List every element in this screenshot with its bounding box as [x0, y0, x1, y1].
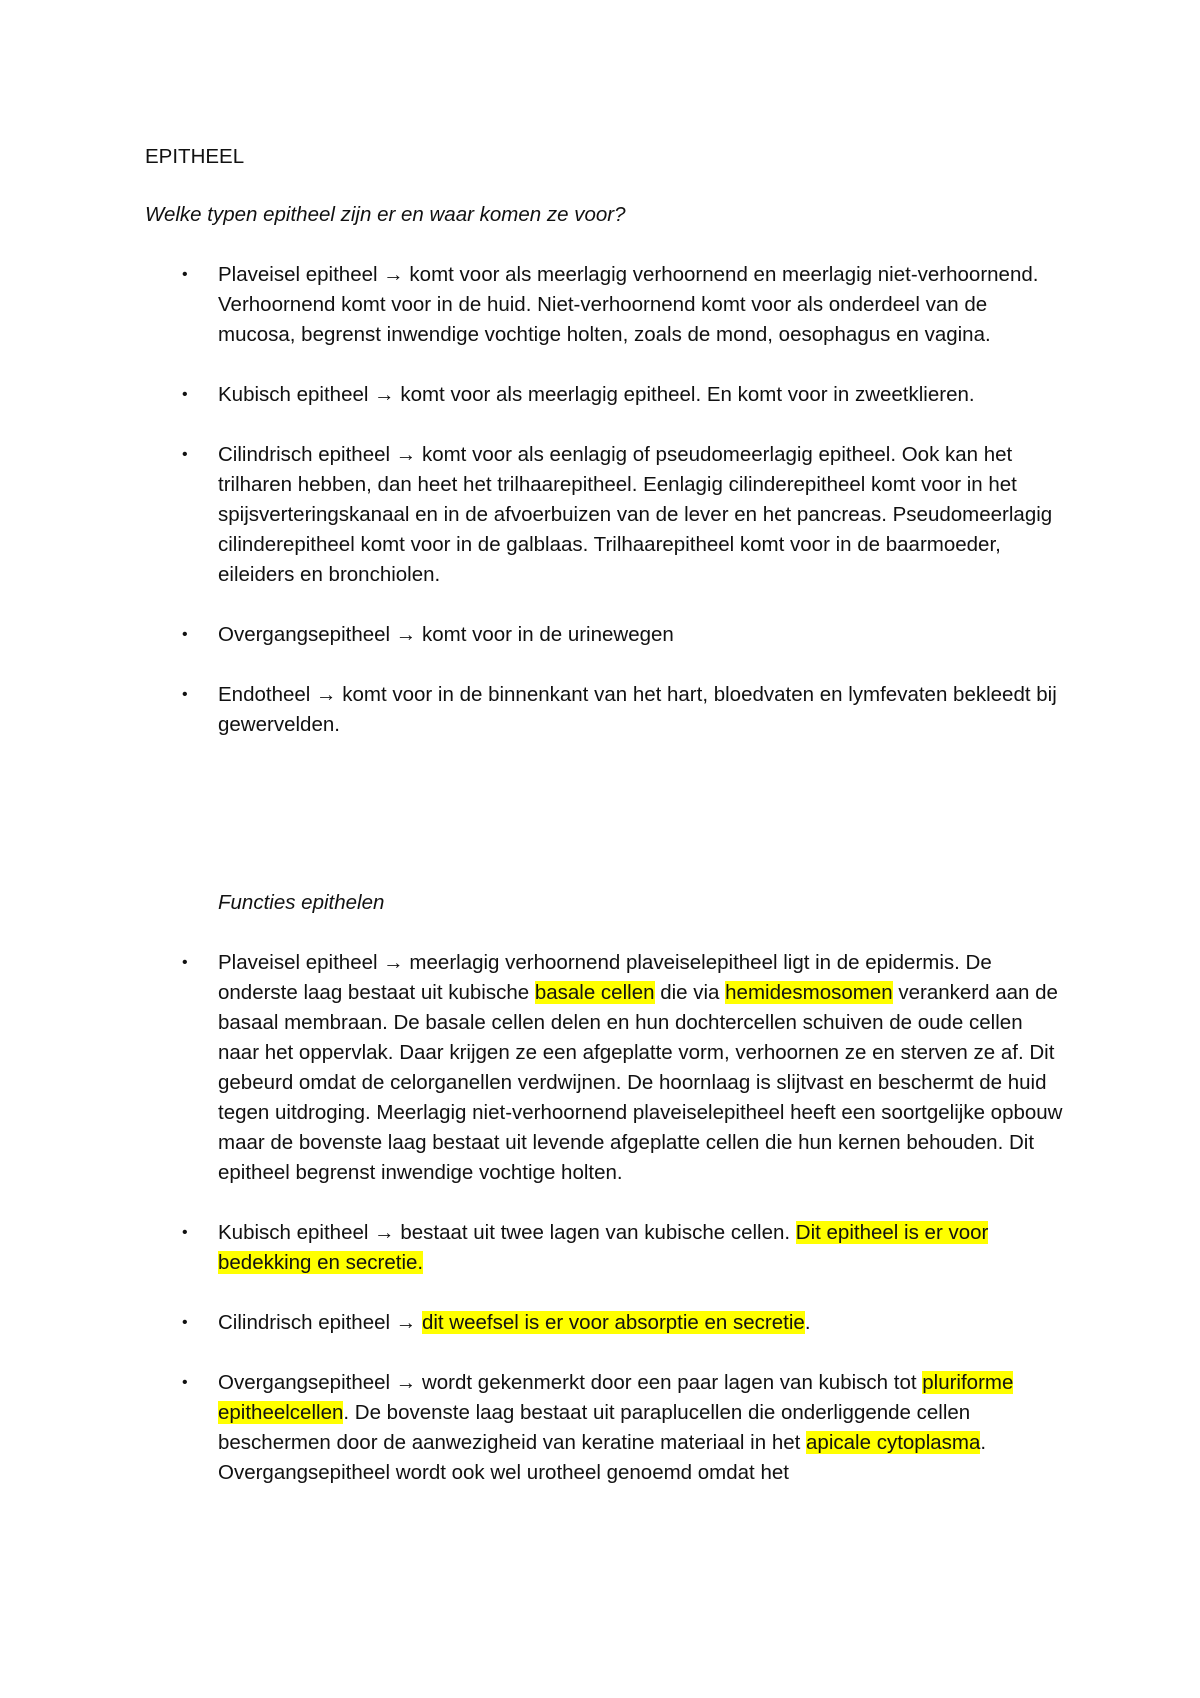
bullet-icon: •: [182, 1224, 188, 1241]
highlighted-text: basale cellen: [534, 981, 655, 1004]
bullet-icon: •: [182, 626, 188, 643]
list-item: [145, 380, 1065, 410]
highlighted-text: apicale cytoplasma: [806, 1431, 981, 1454]
bullet-icon: •: [182, 1374, 188, 1391]
list-item-text: .: [804, 1311, 811, 1334]
bullet-icon: •: [182, 446, 188, 463]
list-item: [145, 1218, 1065, 1278]
section-heading-functions: Functies epithelen: [218, 891, 385, 914]
functions-list: [145, 948, 1065, 1488]
highlighted-text: Dit epitheel is er voor bedekking en secretie.: [218, 1221, 989, 1274]
list-item: [145, 440, 1065, 590]
document-body: [145, 142, 1065, 1518]
list-item: [145, 948, 1065, 1188]
bullet-icon: •: [182, 954, 188, 971]
section-heading-types: Welke typen epitheel zijn er en waar komen ze voor?: [145, 203, 626, 226]
bullet-icon: •: [182, 1314, 188, 1331]
list-item: [145, 1368, 1065, 1488]
list-item-text: Plaveisel epitheel → meerlagig verhoornend plaveiselepitheel ligt in de epidermis. De onderste laag bestaat uit kubische: [218, 951, 992, 1004]
list-item: [145, 680, 1065, 740]
highlighted-text: hemidesmosomen: [725, 981, 893, 1004]
bullet-icon: •: [182, 386, 188, 403]
list-item-text: Endotheel → komt voor in de binnenkant van het hart, bloedvaten en lymfevaten bekleedt bij gewervelden.: [218, 683, 1057, 736]
document-title: EPITHEEL: [145, 145, 245, 168]
list-item-text: die via: [654, 981, 726, 1004]
highlighted-text: dit weefsel is er voor absorptie en secretie: [421, 1311, 805, 1334]
list-item-text: verankerd aan de basaal membraan. De basale cellen delen en hun dochtercellen schuiven de oude cellen naar het oppervlak. Daar krijgen ze een afgeplatte vorm, verhoornen ze en sterven ze af. Dit gebeurd omdat de celorganellen verdwijnen. De hoornlaag is slijtvast en beschermt de huid tegen uitdroging. Meerlagig niet-verhoornend plaveiselepitheel heeft een soortgelijke opbouw maar de bovenste laag bestaat uit levende afgeplatte cellen die hun kernen behouden. Dit epitheel begrenst inwendige vochtige holten.: [218, 981, 1063, 1184]
list-item-text: Cilindrisch epitheel → komt voor als eenlagig of pseudomeerlagig epitheel. Ook kan het trilharen hebben, dan heet het trilhaarepitheel. Eenlagig cilinderepitheel komt voor in het spijsverteringskanaal en in de afvoerbuizen van de lever en het pancreas. Pseudomeerlagig cilinderepitheel komt voor in de galblaas. Trilhaarepitheel komt voor in de baarmoeder, eileiders en bronchiolen.: [218, 443, 1053, 586]
list-item-text: Kubisch epitheel → bestaat uit twee lagen van kubische cellen.: [218, 1221, 796, 1244]
highlighted-text: pluriforme epitheelcellen: [218, 1371, 1014, 1424]
list-item-text: Kubisch epitheel → komt voor als meerlagig epitheel. En komt voor in zweetklieren.: [218, 383, 975, 406]
bullet-icon: •: [182, 686, 188, 703]
list-item-text: . Overgangsepitheel wordt ook wel urotheel genoemd omdat het: [218, 1431, 987, 1484]
list-item: [145, 620, 1065, 650]
list-item-text: Overgangsepitheel → wordt gekenmerkt door een paar lagen van kubisch tot: [218, 1371, 923, 1394]
bullet-icon: •: [182, 266, 188, 283]
list-item-text: Plaveisel epitheel → komt voor als meerlagig verhoornend en meerlagig niet-verhoornend. Verhoornend komt voor in de huid. Niet-verhoornend komt voor als onderdeel van de mucosa, begrenst inwendige vochtige holten, zoals de mond, oesophagus en vagina.: [218, 263, 1039, 346]
list-item-text: . De bovenste laag bestaat uit paraplucellen die onderliggende cellen beschermen door de aanwezigheid van keratine materiaal in het: [218, 1401, 971, 1454]
blank-space: [145, 770, 1065, 888]
list-item-text: Cilindrisch epitheel →: [218, 1311, 422, 1334]
list-item: [145, 1308, 1065, 1338]
list-item-text: Overgangsepitheel → komt voor in de urinewegen: [218, 623, 674, 646]
list-item: [145, 260, 1065, 350]
types-list: [145, 260, 1065, 740]
